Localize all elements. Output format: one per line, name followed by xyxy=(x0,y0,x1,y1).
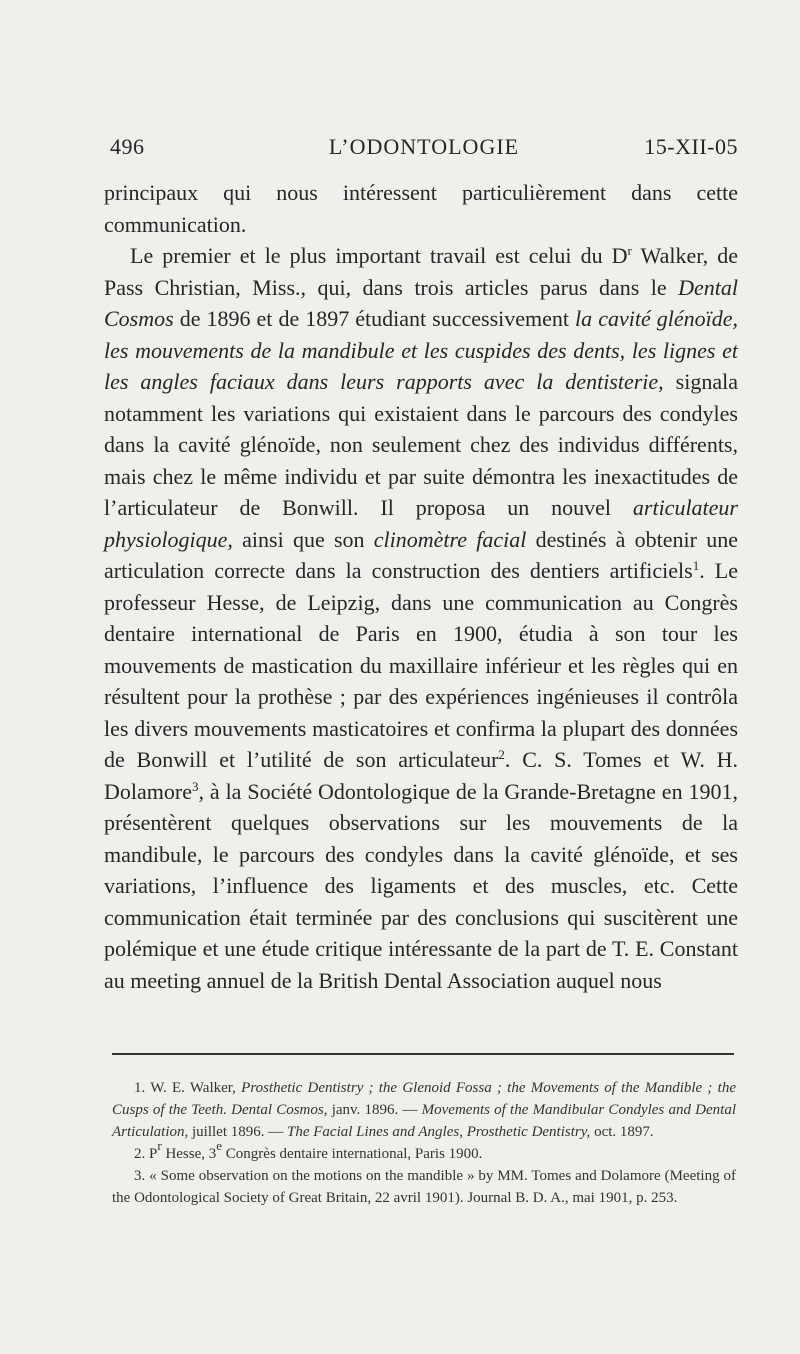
text-segment: signala notamment les variations qui existaient dans le parcours des condyles dans la cavité glénoïde, non seulement chez des individus différents, mais chez le même individu et par suite démontra les inexactitudes de l’articulateur de Bonwill. Il proposa un nouvel xyxy=(104,369,738,520)
footnote-2 xyxy=(112,1138,736,1165)
text-segment: Le premier et le plus important travail est celui du D xyxy=(130,243,628,268)
paragraph-2 xyxy=(104,240,738,996)
text-segment: 1. W. E. Walker, xyxy=(134,1080,242,1096)
text-segment: oct. 1897. xyxy=(590,1124,654,1140)
page-number: 496 xyxy=(110,134,145,159)
footnote-divider xyxy=(112,1053,734,1055)
running-header xyxy=(110,134,738,174)
text-segment: destinés à obtenir une articulation correcte dans la construction des dentiers artificiels xyxy=(104,526,738,583)
citation-title: Prosthetic Dentistry ; the Glenoid Fossa ; the Movements of the Mandible ; the Cusps of the Teeth. Dental Cosmos, xyxy=(112,1080,736,1118)
footnote-ref-1: 1 xyxy=(692,558,700,573)
paragraph-1: principaux qui nous intéressent particulièrement dans cette communication. xyxy=(104,180,738,237)
footnote-3: 3. « Some observation on the motions on the mandible » by MM. Tomes and Dolamore (Meeting of the Odontological Society of Great Britain, 22 avril 1901). Journal B. D. A., mai 1901, p. 253. xyxy=(112,1168,736,1206)
text-segment: ainsi que son xyxy=(232,526,374,552)
text-segment: . Le professeur Hesse, de Leipzig, dans une communication au Congrès dentaire international de Paris en 1900, étudia à son tour les mouvements de mastication du maxillaire inférieur et les règles qui en résultent pour la prothèse ; par des expériences ingénieuses il contrôla les divers mouvements masticatoires et confirma la plupart des données de Bonwill et l’utilité de son articulateur xyxy=(104,558,739,772)
issue-date: 15-XII-05 xyxy=(644,134,738,159)
article-titles: la cavité glénoïde, les mouvements de la mandibule et les cuspides des dents, les lignes et les angles faciaux dans leurs rapports avec la dentisterie, xyxy=(104,306,738,394)
text-segment: juillet 1896. — xyxy=(188,1124,287,1140)
text-segment: Walker, de Pass Christian, Miss., qui, dans trois articles parus dans le xyxy=(104,243,738,300)
citation-title: The Facial Lines and Angles, Prosthetic Dentistry, xyxy=(287,1124,591,1140)
superscript: r xyxy=(627,243,632,258)
footnote-ref-2: 2 xyxy=(498,747,505,762)
footnote-1 xyxy=(112,1077,736,1143)
device-name: articulateur physiologique, xyxy=(104,495,738,552)
superscript: r xyxy=(157,1138,162,1153)
footnotes xyxy=(112,1077,736,1209)
running-title: L’ODONTOLOGIE xyxy=(328,134,520,159)
device-name: clinomètre facial xyxy=(373,526,527,552)
footnote-ref-3: 3 xyxy=(191,778,199,794)
text-segment: janv. 1896. — xyxy=(327,1102,422,1118)
superscript: e xyxy=(216,1138,223,1153)
text-segment: , à la Société Odontologique de la Grande-Bretagne en 1901, présentèrent quelques observations sur les mouvements de la mandibule, le parcours des condyles dans la cavité glénoïde, et ses variations, l’influence des ligaments et des muscles, etc. Cette communication était terminée par des conclusions qui suscitèrent une polémique et une étude critique intéressante de la part de T. E. Constant au meeting annuel de la British Dental Association auquel nous xyxy=(104,778,738,993)
citation-title: Movements of the Mandibular Condyles and Dental Articulation, xyxy=(112,1102,736,1140)
text-segment: Hesse, 3 xyxy=(161,1146,217,1162)
text-segment: . C. S. Tomes et W. H. Dolamore xyxy=(104,747,739,804)
text-segment: de 1896 et de 1897 étudiant successivement xyxy=(173,306,576,331)
journal-title: Dental Cosmos xyxy=(104,274,738,331)
text-segment: 2. P xyxy=(134,1146,158,1162)
main-text xyxy=(104,177,738,996)
text-segment: Congrès dentaire international, Paris 1900. xyxy=(222,1146,483,1162)
